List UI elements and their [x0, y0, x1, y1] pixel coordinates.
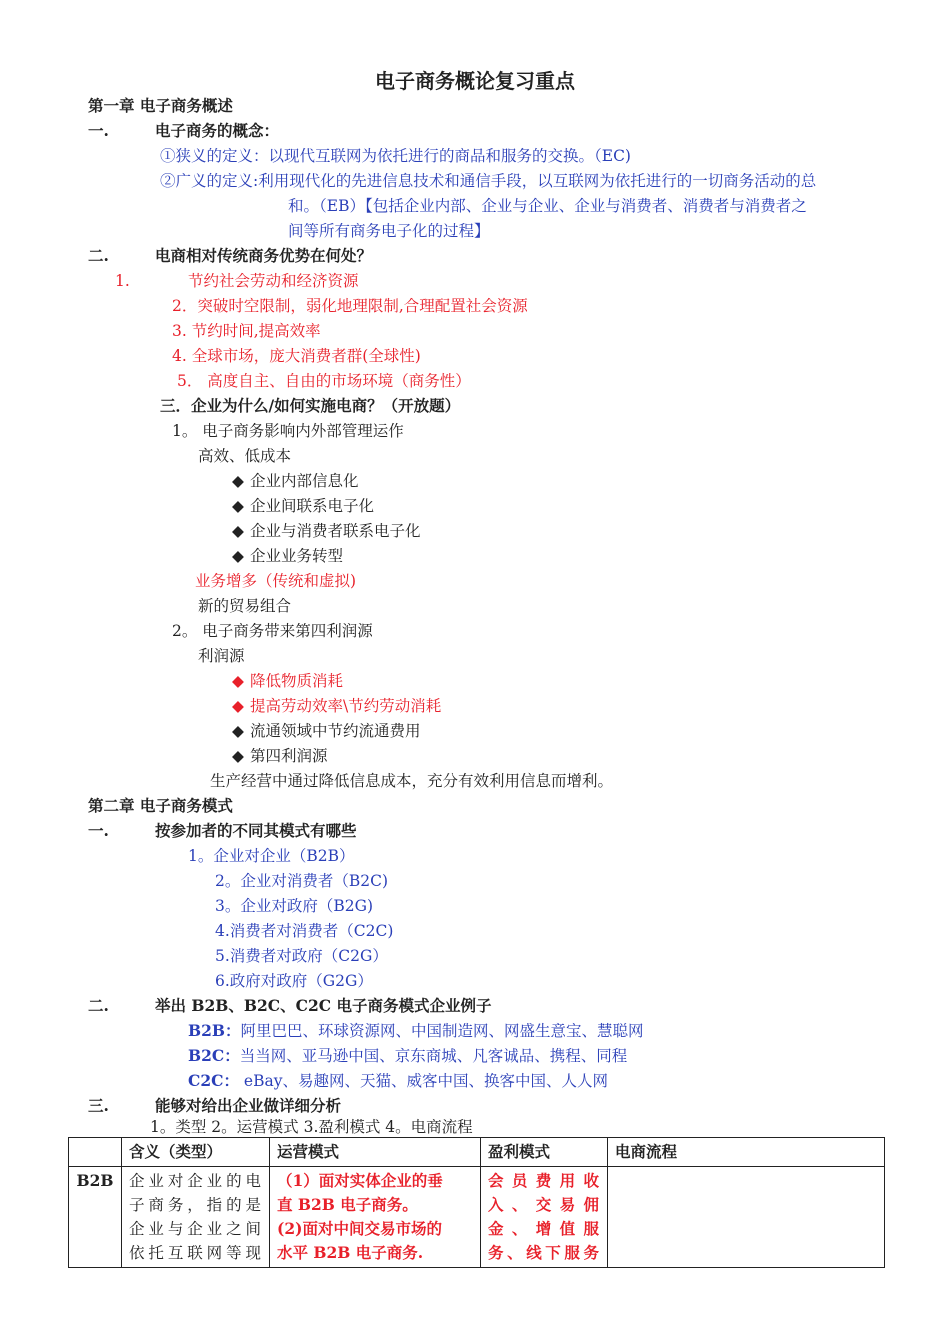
list-item: 2。 电子商务带来第四利润源 — [172, 622, 373, 640]
list-item: 6.政府对政府（G2G） — [215, 972, 373, 990]
section-title: 电子商务的概念： — [155, 121, 280, 140]
flow-cell — [608, 1167, 885, 1268]
section-title: 电商相对传统商务优势在何处？ — [155, 246, 373, 265]
sub-heading: 新的贸易组合 — [198, 597, 292, 615]
profit-cell: 会员费用收 入、交易佣 金、增值服 务、线下服务 — [481, 1167, 608, 1268]
sub-heading: 利润源 — [198, 647, 245, 665]
analysis-list: 1。类型 2。运营模式 3.盈利模式 4。电商流程 — [150, 1118, 473, 1136]
operation-cell: （1）面对实体企业的垂 直 B2B 电子商务。 (2)面对中间交易市场的 水平 B2B 电子商务. — [270, 1167, 481, 1268]
section-title: 举出 B2B、B2C、C2C 电子商务模式企业例子 — [155, 996, 492, 1015]
bullet-item: ◆ 提高劳动效率\节约劳动消耗 — [232, 697, 442, 715]
section-number: 一. — [88, 121, 109, 140]
model-analysis-table — [68, 1137, 885, 1268]
section-number: 三. — [88, 1096, 109, 1115]
list-item: 2．突破时空限制，弱化地理限制,合理配置社会资源 — [172, 297, 528, 315]
list-item: 节约社会劳动和经济资源 — [188, 272, 359, 290]
broad-definition-line-1: ②广义的定义:利用现代化的先进信息技术和通信手段，以互联网为依托进行的一切商务活动的总 — [160, 172, 817, 190]
diamond-bullet-icon: ◆ — [232, 722, 244, 740]
table-header-cell: 含义（类型） — [122, 1138, 270, 1167]
bullet-item: ◆ 降低物质消耗 — [232, 672, 344, 690]
broad-definition-line-3: 间等所有商务电子化的过程】 — [288, 222, 490, 240]
page-title: 电子商务概论复习重点 — [375, 69, 575, 93]
model-name-cell: B2B — [69, 1167, 122, 1268]
list-item: 3。企业对政府（B2G) — [215, 897, 374, 915]
table-header-row — [69, 1138, 885, 1167]
list-item: 2。企业对消费者（B2C) — [215, 872, 389, 890]
list-item: 4. 全球市场，庞大消费者群(全球性) — [172, 347, 421, 365]
paragraph: 生产经营中通过降低信息成本，充分有效利用信息而增利。 — [210, 772, 614, 790]
table-header-cell: 电商流程 — [608, 1138, 885, 1167]
diamond-bullet-icon: ◆ — [232, 747, 244, 765]
list-item: 4.消费者对消费者（C2C) — [215, 922, 394, 940]
bullet-item: ◆ 企业与消费者联系电子化 — [232, 522, 421, 540]
list-item: 5． 高度自主、自由的市场环境（商务性） — [177, 372, 471, 390]
narrow-definition: ①狭义的定义：以现代互联网为依托进行的商品和服务的交换。（EC) — [160, 147, 631, 165]
diamond-bullet-icon: ◆ — [232, 472, 244, 490]
example-item: B2B：阿里巴巴、环球资源网、中国制造网、网盛生意宝、慧聪网 — [188, 1021, 644, 1040]
list-item: 1。 电子商务影响内外部管理运作 — [172, 422, 404, 440]
diamond-bullet-icon: ◆ — [232, 547, 244, 565]
section-number: 二. — [88, 996, 109, 1015]
meaning-cell: 企业对企业的电 子商务，指的是 企业与企业之间 依托互联网等现 — [122, 1167, 270, 1268]
chapter-1-heading: 第一章 电子商务概述 — [88, 96, 233, 115]
section-title: 按参加者的不同其模式有哪些 — [155, 821, 357, 840]
list-item-number: 1. — [115, 272, 130, 290]
bullet-item: ◆ 流通领域中节约流通费用 — [232, 722, 421, 740]
section-title: 能够对给出企业做详细分析 — [155, 1096, 342, 1115]
diamond-bullet-icon: ◆ — [232, 697, 244, 715]
section-number: 一. — [88, 821, 109, 840]
sub-heading: 高效、低成本 — [198, 447, 292, 465]
diamond-bullet-icon: ◆ — [232, 522, 244, 540]
bullet-item: ◆ 企业间联系电子化 — [232, 497, 375, 515]
diamond-bullet-icon: ◆ — [232, 672, 244, 690]
list-item: 1。企业对企业（B2B） — [188, 847, 355, 865]
table-header-cell: 运营模式 — [270, 1138, 481, 1167]
example-item: C2C： eBay、易趣网、天猫、威客中国、换客中国、人人网 — [188, 1071, 608, 1090]
table-header-cell — [69, 1138, 122, 1167]
diamond-bullet-icon: ◆ — [232, 497, 244, 515]
section-number: 二. — [88, 246, 109, 265]
sub-heading: 业务增多（传统和虚拟) — [195, 572, 357, 590]
table-row — [69, 1167, 885, 1268]
bullet-item: ◆ 企业内部信息化 — [232, 472, 359, 490]
list-item: 5.消费者对政府（C2G） — [215, 947, 388, 965]
chapter-2-heading: 第二章 电子商务模式 — [88, 796, 233, 815]
list-item: 3. 节约时间,提高效率 — [172, 322, 321, 340]
table-header-cell: 盈利模式 — [481, 1138, 608, 1167]
broad-definition-line-2: 和。（EB）【包括企业内部、企业与企业、企业与消费者、消费者与消费者之 — [288, 197, 807, 215]
bullet-item: ◆ 第四利润源 — [232, 747, 328, 765]
bullet-item: ◆ 企业业务转型 — [232, 547, 344, 565]
example-item: B2C：当当网、亚马逊中国、京东商城、凡客诚品、携程、同程 — [188, 1046, 628, 1065]
section-title: 三．企业为什么/如何实施电商？（开放题） — [160, 396, 461, 415]
